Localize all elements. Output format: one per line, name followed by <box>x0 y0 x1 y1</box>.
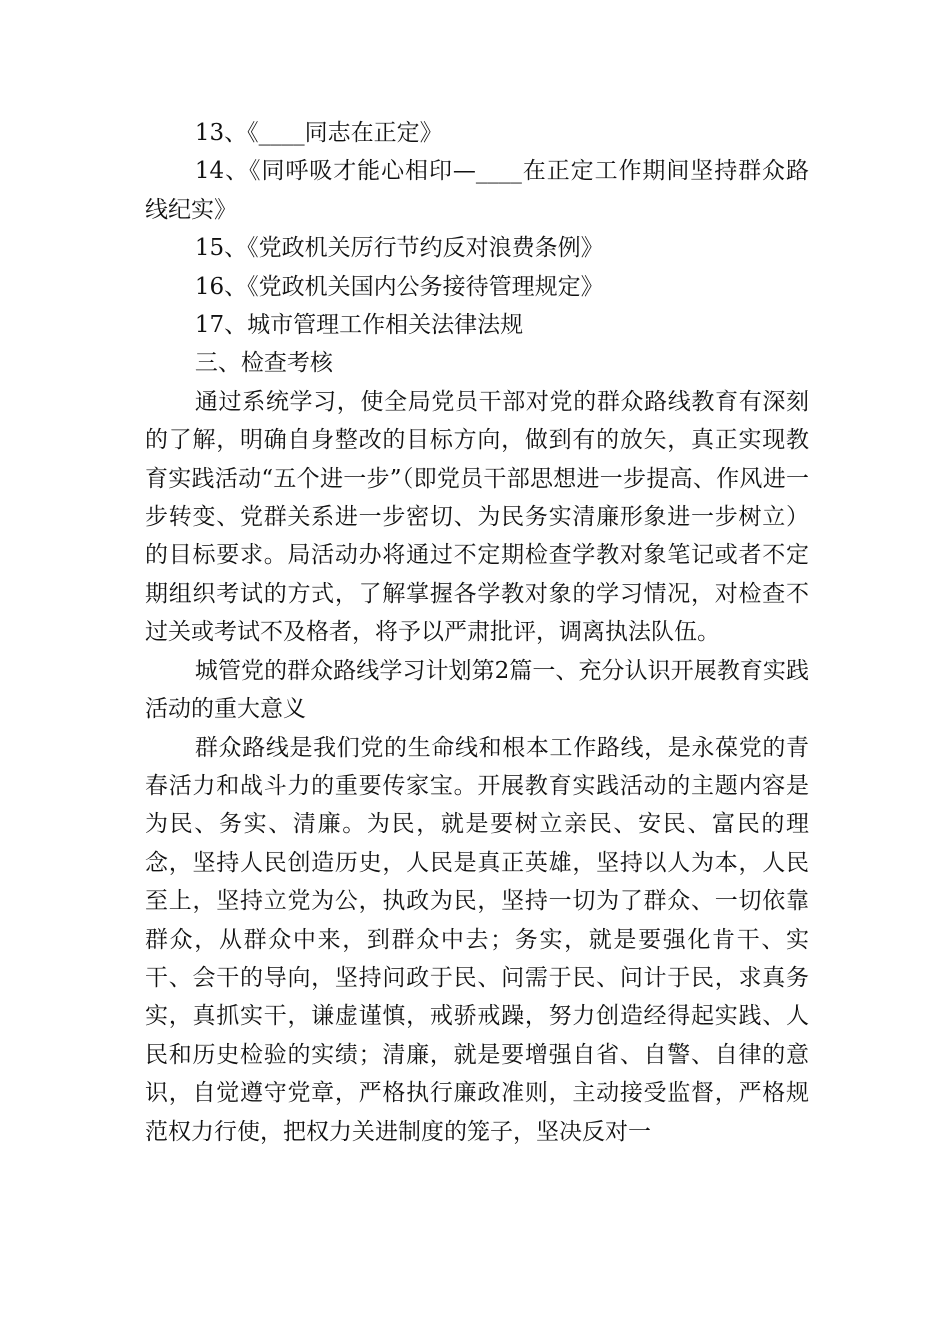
list-item-17: 17、城市管理工作相关法律法规 <box>194 312 524 339</box>
section-heading-significance: 城管党的群众路线学习计划第2篇一、充分认识开展教育实践活动的重大意义 <box>145 657 809 723</box>
section-heading-inspection: 三、检查考核 <box>194 350 333 377</box>
document-body <box>145 114 809 1151</box>
list-item-13: 13、《____同志在正定》 <box>194 120 443 146</box>
body-paragraph-inspection: 通过系统学习，使全局党员干部对党的群众路线教育有深刻的了解，明确自身整改的目标方向，做到有的放矢，真正实现教育实践活动“五个进一步”（即党员干部思想进一步提高、作风进一步转变、党群关系进一步密切、为民务实清廉形象进一步树立）的目标要求。局活动办将通过不定期检查学教对象笔记或者不定期组织考试的方式，了解掌握各学教对象的学习情况，对检查不过关或考试不及格者，将予以严肃批评，调离执法队伍。 <box>145 388 809 646</box>
list-item-15: 15、《党政机关厉行节约反对浪费条例》 <box>194 235 604 262</box>
list-item-14: 14、《同呼吸才能心相印—____在正定工作期间坚持群众路线纪实》 <box>145 158 809 223</box>
list-item-16: 16、《党政机关国内公务接待管理规定》 <box>194 273 604 300</box>
body-paragraph-mass-line: 群众路线是我们党的生命线和根本工作路线，是永葆党的青春活力和战斗力的重要传家宝。开展教育实践活动的主题内容是为民、务实、清廉。为民，就是要树立亲民、安民、富民的理念，坚持人民创造历史，人民是真正英雄，坚持以人为本，人民至上，坚持立党为公，执政为民，坚持一切为了群众、一切依靠群众，从群众中来，到群众中去；务实，就是要强化肯干、实干、会干的导向，坚持问政于民、问需于民、问计于民，求真务实，真抓实干，谦虚谨慎，戒骄戒躁，努力创造经得起实践、人民和历史检验的实绩；清廉，就是要增强自省、自警、自律的意识，自觉遵守党章，严格执行廉政准则，主动接受监督，严格规范权力行使，把权力关进制度的笼子，坚决反对一 <box>145 734 809 1145</box>
